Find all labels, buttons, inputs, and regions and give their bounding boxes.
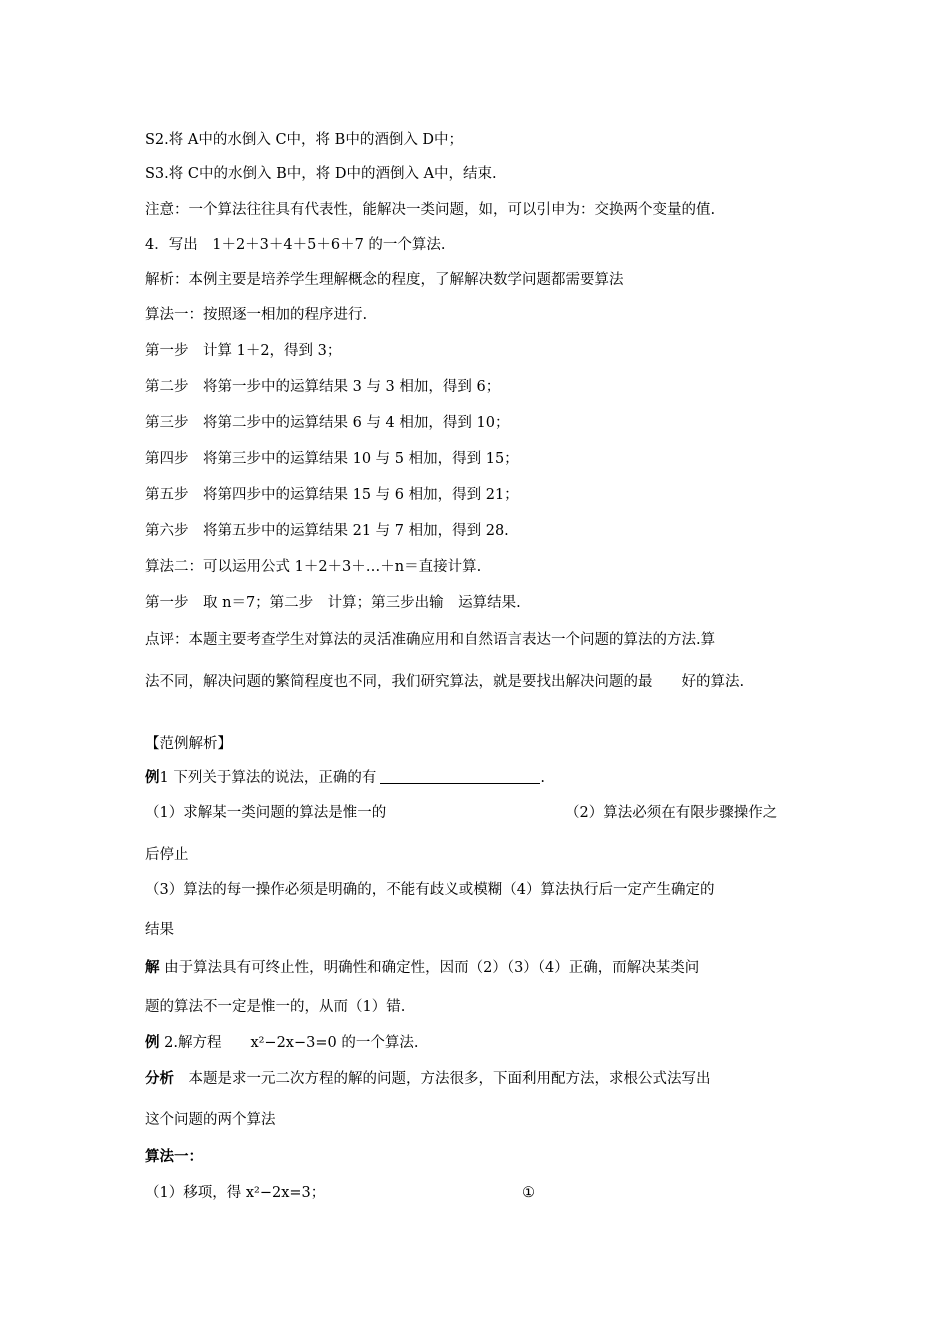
line-step-5: 第五步 将第四步中的运算结果 15 与 6 相加，得到 21； [145, 487, 519, 503]
solution-line-1 [145, 958, 699, 978]
line-algorithm-2-steps: 第一步 取 n＝7；第二步 计算；第三步出输 运算结果. [145, 595, 521, 611]
line-comment-1: 点评：本题主要考查学生对算法的灵活准确应用和自然语言表达一个问题的算法的方法.算 [145, 632, 716, 648]
line-algorithm-1: 算法一：按照逐一相加的程序进行. [145, 307, 368, 323]
option-4-continued: 结果 [145, 922, 174, 938]
line-analysis: 解析：本例主要是培养学生理解概念的程度，了解解决数学问题都需要算法 [145, 272, 624, 288]
option-2: （2）算法必须在有限步骤操作之 [565, 805, 778, 821]
line-s2: S2.将 A中的水倒入 C中，将 B中的酒倒入 D中； [145, 132, 464, 148]
analysis-label: 分析 [145, 1070, 174, 1087]
step-move: （1）移项，得 x²−2x=3； [145, 1185, 326, 1201]
answer-blank [380, 769, 540, 784]
analysis-text-1: 本题是求一元二次方程的解的问题，方法很多，下面利用配方法，求根公式法写出 [174, 1071, 711, 1087]
algorithm-one-heading: 算法一： [145, 1148, 203, 1165]
line-s3: S3.将 C中的水倒入 B中，将 D中的酒倒入 A中，结束. [145, 166, 497, 182]
line-algorithm-2: 算法二：可以运用公式 1＋2＋3＋…＋n＝直接计算. [145, 559, 482, 575]
example-1 [145, 768, 545, 788]
example-2 [145, 1033, 418, 1053]
line-note: 注意：一个算法往往具有代表性，能解决一类问题，如，可以引申为：交换两个变量的值. [145, 202, 716, 218]
line-comment-2: 法不同，解决问题的繁简程度也不同，我们研究算法，就是要找出解决问题的最 好的算法. [145, 674, 745, 690]
example-2-text: 2.解方程 x²−2x−3=0 的一个算法. [159, 1035, 419, 1051]
line-step-3: 第三步 将第二步中的运算结果 6 与 4 相加，得到 10； [145, 415, 510, 431]
line-step-2: 第二步 将第一步中的运算结果 3 与 3 相加，得到 6； [145, 379, 501, 395]
example-1-text: 1 下列关于算法的说法，正确的有 [159, 770, 377, 786]
analysis-line-2: 这个问题的两个算法 [145, 1112, 276, 1128]
option-2-continued: 后停止 [145, 847, 189, 863]
example-1-label: 例 [145, 769, 160, 786]
equation-number-1: ① [522, 1185, 535, 1201]
example-1-end: . [540, 770, 545, 786]
line-step-1: 第一步 计算 1＋2，得到 3； [145, 343, 342, 359]
solution-line-2: 题的算法不一定是惟一的，从而（1）错. [145, 999, 406, 1015]
line-step-4: 第四步 将第三步中的运算结果 10 与 5 相加，得到 15； [145, 451, 519, 467]
solution-label: 解 [145, 959, 160, 976]
example-2-label: 例 [145, 1034, 160, 1051]
analysis-line-1 [145, 1069, 711, 1089]
solution-text-1: 由于算法具有可终止性，明确性和确定性，因而（2）（3）（4）正确，而解决某类问 [159, 960, 700, 976]
option-1: （1）求解某一类问题的算法是惟一的 [145, 805, 387, 821]
section-heading: 【范例解析】 [145, 736, 232, 752]
line-question-4: 4．写出 1＋2＋3＋4＋5＋6＋7 的一个算法. [145, 237, 446, 253]
line-step-6: 第六步 将第五步中的运算结果 21 与 7 相加，得到 28. [145, 523, 509, 539]
option-3-4: （3）算法的每一操作必须是明确的，不能有歧义或模糊（4）算法执行后一定产生确定的 [145, 882, 715, 898]
